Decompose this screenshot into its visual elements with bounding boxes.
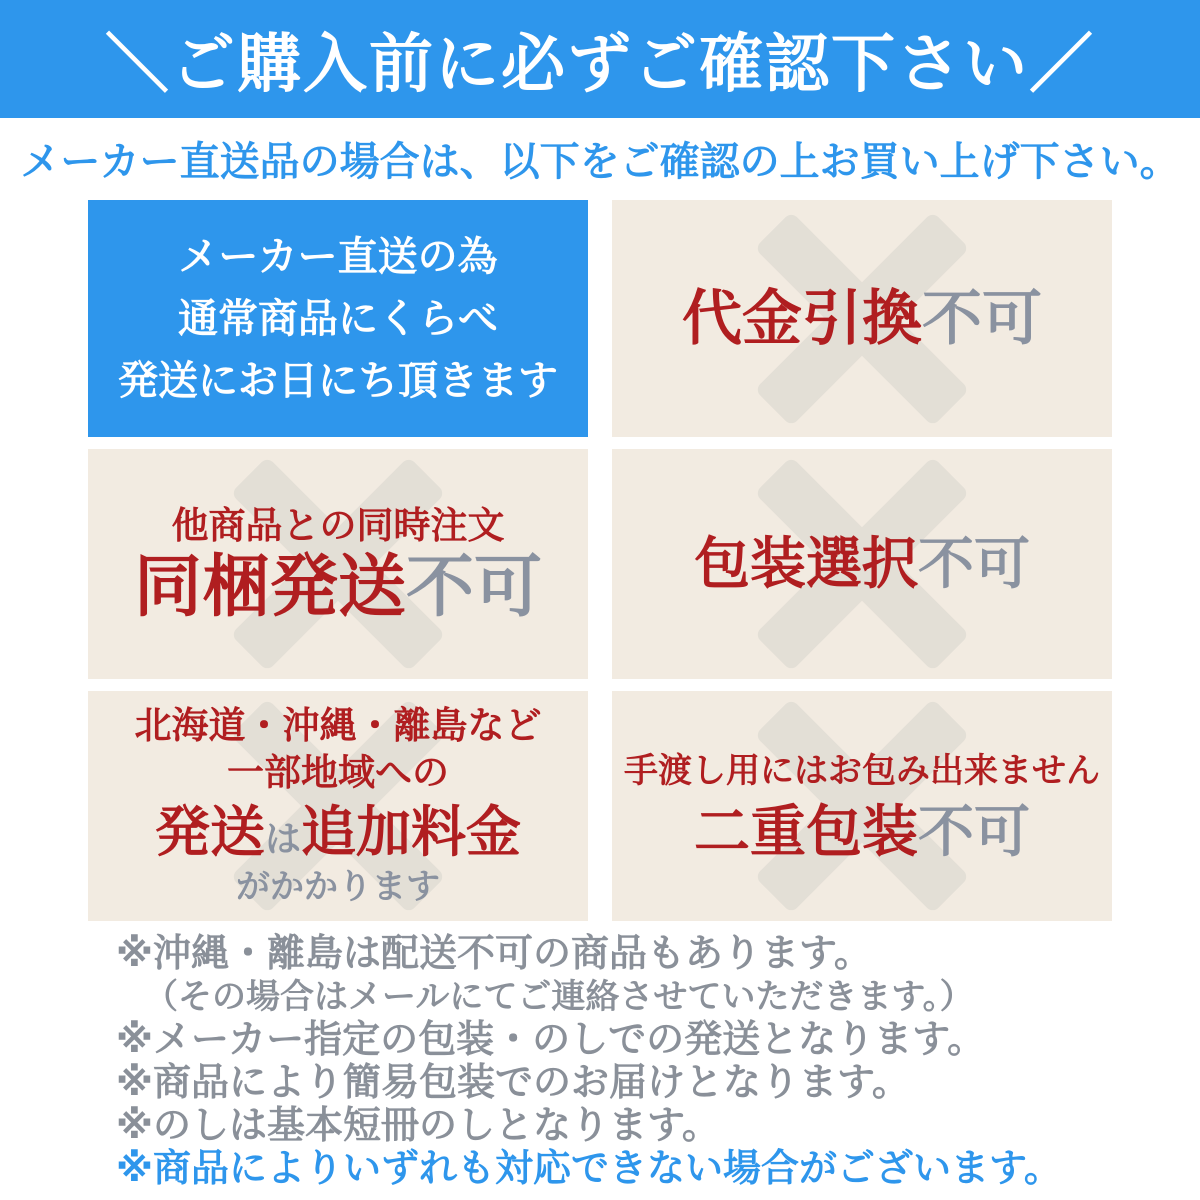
page-title: ＼ご購入前に必ずご確認下さい／ [105, 28, 1095, 100]
card-bundled-shipping [88, 449, 588, 679]
remote-area-particle: は [264, 818, 301, 860]
card-double-wrapping [612, 691, 1112, 921]
cash-on-delivery-main: 代金引換 [682, 284, 922, 352]
double-wrapping-label [694, 801, 1030, 864]
remote-area-emphasis-line [155, 802, 521, 864]
card-cash-on-delivery [612, 200, 1112, 437]
card-wrapping-choice [612, 449, 1112, 679]
card-remote-area-surcharge [88, 691, 588, 921]
direct-shipping-line-3: 発送にお日にち頂きます [118, 358, 558, 403]
cash-on-delivery-label [682, 285, 1042, 352]
subtitle: メーカー直送品の場合は、以下をご確認の上お買い上げ下さい。 [20, 139, 1180, 184]
wrapping-choice-main: 包装選択 [694, 531, 918, 595]
remote-area-line-1: 北海道・沖縄・離島など [134, 705, 542, 747]
footnote-maker-wrapping: ※メーカー指定の包装・のしでの発送となります。 [116, 1019, 986, 1061]
bundled-shipping-suffix: 不可 [406, 549, 543, 626]
remote-area-line-2: 一部地域への [227, 752, 449, 794]
footnote-noshi: ※のしは基本短冊のしとなります。 [116, 1105, 720, 1147]
double-wrapping-suffix: 不可 [918, 800, 1030, 864]
footnote-not-supported: ※商品によりいずれも対応できない場合がございます。 [116, 1148, 1062, 1190]
card-direct-shipping [88, 200, 588, 437]
remote-area-emphasis-2: 追加料金 [301, 801, 522, 864]
wrapping-choice-suffix: 不可 [918, 531, 1030, 595]
remote-area-line-3: がかかります [236, 867, 440, 906]
bundled-shipping-note: 他商品との同時注文 [171, 505, 505, 547]
header-banner [0, 0, 1200, 118]
double-wrapping-note: 手渡し用にはお包み出来ません [624, 752, 1100, 791]
bundled-shipping-main: 同梱発送 [133, 549, 406, 626]
bundled-shipping-label [134, 549, 542, 625]
footnote-mail-contact: （その場合はメールにてご連絡させていただきます。） [144, 978, 974, 1016]
double-wrapping-main: 二重包装 [694, 800, 918, 864]
footnote-okinawa: ※沖縄・離島は配送不可の商品もあります。 [116, 933, 872, 975]
cash-on-delivery-suffix: 不可 [922, 284, 1042, 352]
direct-shipping-line-2: 通常商品にくらべ [178, 296, 498, 341]
remote-area-emphasis-1: 発送 [154, 801, 265, 864]
direct-shipping-line-1: メーカー直送の為 [178, 234, 498, 279]
footnote-simple-wrapping: ※商品により簡易包装でのお届けとなります。 [116, 1062, 910, 1104]
wrapping-choice-label [694, 533, 1030, 596]
footnotes [116, 933, 1156, 1191]
